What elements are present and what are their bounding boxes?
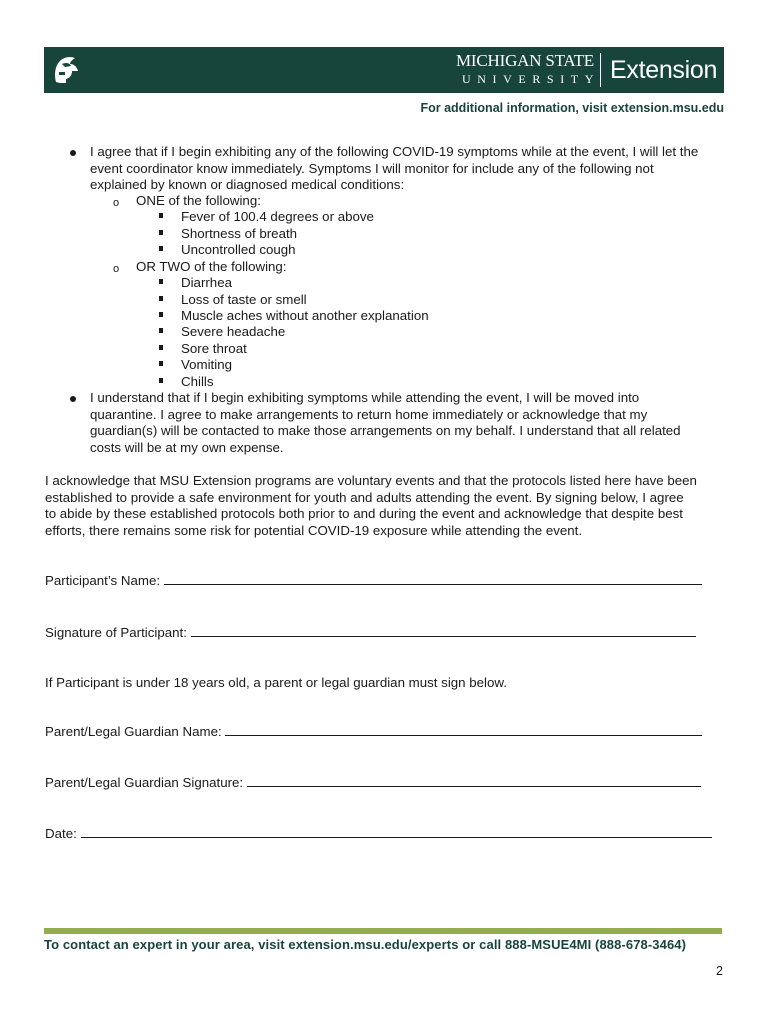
symptom-agreement-line: explained by known or diagnosed medical conditions:	[90, 177, 405, 192]
symptom-item: Chills	[181, 374, 214, 389]
symptom-agreement	[90, 144, 726, 194]
footer-rule	[44, 928, 722, 934]
square-bullet	[159, 296, 163, 301]
guardian-signature-label: Parent/Legal Guardian Signature:	[45, 775, 244, 790]
spartan-helmet-icon	[48, 52, 84, 88]
symptom-item: Shortness of breath	[181, 226, 298, 241]
acknowledgement-line: to abide by these established protocols both prior to and during the event and acknowledge that despite best	[45, 506, 683, 521]
brand-university: UNIVERSITY	[462, 72, 600, 86]
symptom-item: Sore throat	[181, 341, 247, 356]
square-bullet	[159, 279, 163, 284]
msu-extension-banner	[44, 47, 724, 93]
symptom-agreement-line: I agree that if I begin exhibiting any of the following COVID-19 symptoms while at the event, I will let the	[90, 144, 699, 159]
symptom-item: Uncontrolled cough	[181, 242, 296, 257]
square-bullet	[159, 213, 163, 218]
bullet-dot	[70, 396, 76, 402]
symptom-item: Diarrhea	[181, 275, 232, 290]
page-number: 2	[716, 964, 723, 978]
two-of-label: OR TWO of the following:	[136, 259, 287, 274]
date-label: Date:	[45, 826, 77, 841]
symptom-item: Severe headache	[181, 324, 286, 339]
symptom-item: Muscle aches without another explanation	[181, 308, 429, 323]
participant-signature-row	[45, 624, 696, 640]
participant-name-label: Participant’s Name:	[45, 573, 161, 588]
square-bullet	[159, 361, 163, 366]
acknowledgement-line: I acknowledge that MSU Extension programs are voluntary events and that the protocols listed here have been	[45, 473, 697, 488]
bullet-dot	[70, 150, 76, 156]
square-bullet	[159, 312, 163, 317]
square-bullet	[159, 345, 163, 350]
date-field[interactable]	[81, 825, 712, 838]
participant-signature-field[interactable]	[191, 624, 696, 637]
guardian-signature-field[interactable]	[247, 774, 701, 787]
symptom-item: Fever of 100.4 degrees or above	[181, 209, 374, 224]
acknowledgement-line: established to provide a safe environment for youth and adults attending the event. By signing below, I agree	[45, 489, 684, 505]
additional-info-link[interactable]: For additional information, visit extension.msu.edu	[420, 101, 724, 115]
quarantine-agreement-line: quarantine. I agree to make arrangements to return home immediately or acknowledge that my	[90, 406, 648, 422]
quarantine-agreement	[90, 390, 726, 456]
guardian-name-row	[45, 723, 702, 739]
square-bullet	[159, 230, 163, 235]
guardian-name-field[interactable]	[225, 723, 702, 736]
square-bullet	[159, 246, 163, 251]
acknowledgement-paragraph	[45, 473, 729, 539]
sub-bullet-marker: o	[113, 197, 120, 209]
minor-notice: If Participant is under 18 years old, a parent or legal guardian must sign below.	[45, 675, 507, 690]
symptom-agreement-line: event coordinator know immediately. Symptoms I will monitor for include any of the following not	[90, 160, 654, 176]
sub-bullet-marker: o	[113, 263, 120, 275]
quarantine-agreement-line: costs will be at my own expense.	[90, 439, 284, 455]
quarantine-agreement-line: I understand that if I begin exhibiting symptoms while attending the event, I will be moved into	[90, 390, 640, 405]
guardian-signature-row	[45, 774, 701, 790]
contact-expert-line[interactable]: To contact an expert in your area, visit extension.msu.edu/experts or call 888-MSUE4MI (888-678-3464)	[44, 937, 687, 952]
participant-name-field[interactable]	[164, 572, 702, 585]
participant-name-row	[45, 572, 702, 588]
brand-divider	[600, 53, 601, 87]
guardian-name-label: Parent/Legal Guardian Name:	[45, 724, 222, 739]
date-row	[45, 825, 712, 841]
symptom-item: Vomiting	[181, 357, 232, 372]
participant-signature-label: Signature of Participant:	[45, 625, 187, 640]
msu-wordmark	[436, 51, 600, 87]
quarantine-agreement-line: guardian(s) will be contacted to make those arrangements on my behalf. I understand that all related	[90, 423, 681, 438]
square-bullet	[159, 328, 163, 333]
acknowledgement-line: efforts, there remains some risk for potential COVID-19 exposure while attending the event.	[45, 522, 583, 538]
square-bullet	[159, 378, 163, 383]
brand-name: MICHIGAN STATE	[456, 51, 594, 70]
brand-unit: Extension	[610, 56, 718, 84]
symptom-item: Loss of taste or smell	[181, 292, 307, 307]
one-of-label: ONE of the following:	[136, 193, 261, 208]
